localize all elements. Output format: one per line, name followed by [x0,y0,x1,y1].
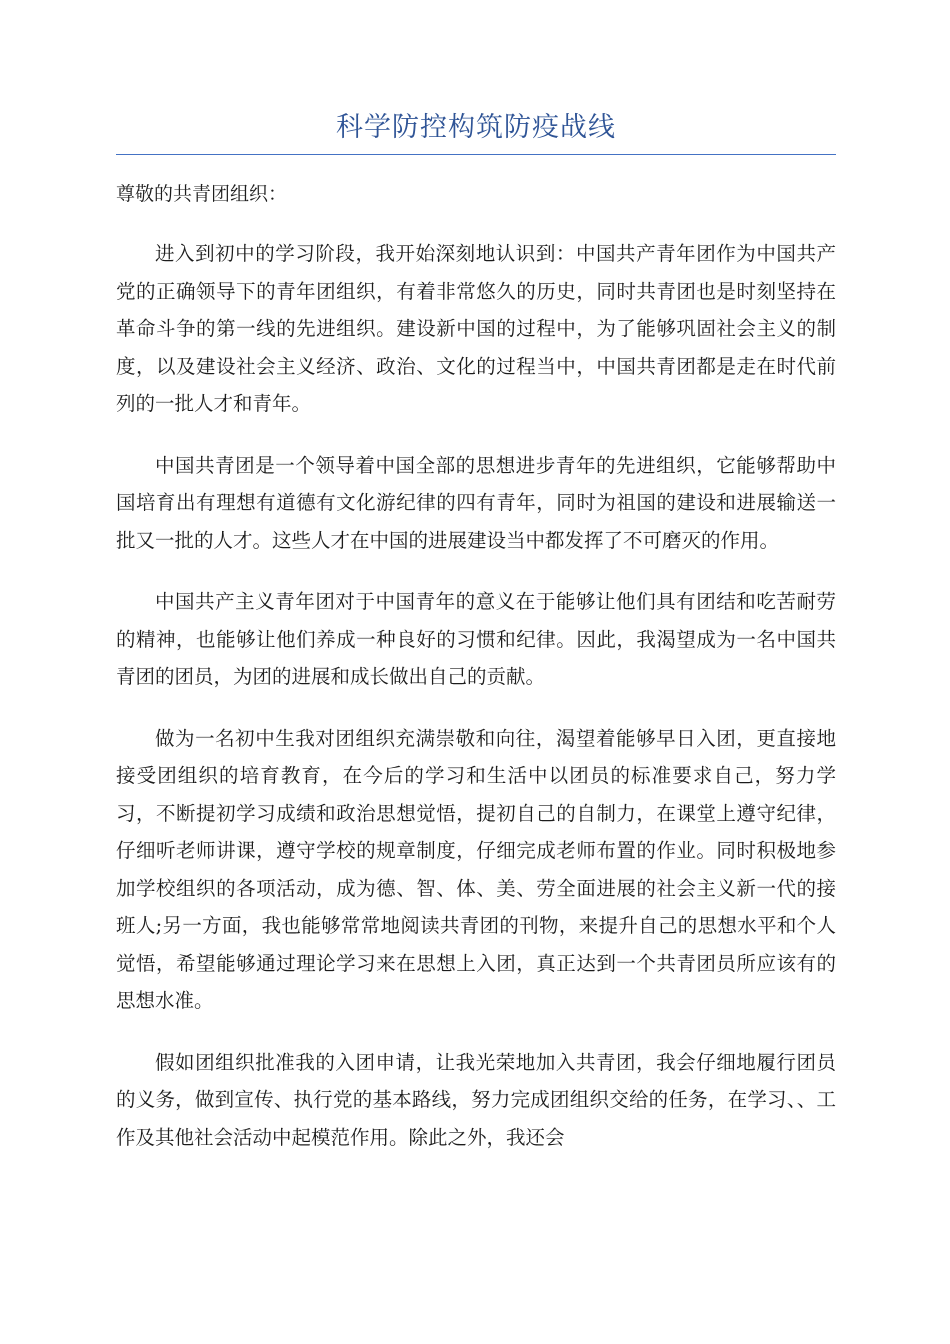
paragraph-4: 做为一名初中生我对团组织充满崇敬和向往，渴望着能够早日入团，更直接地接受团组织的培育教育，在今后的学习和生活中以团员的标准要求自己，努力学习，不断提初学习成绩和政治思想觉悟，提初自己的自制力，在课堂上遵守纪律，仔细听老师讲课，遵守学校的规章制度，仔细完成老师布置的作业。同时积极地参加学校组织的各项活动，成为德、智、体、美、劳全面进展的社会主义新一代的接班人;另一方面，我也能够常常地阅读共青团的刊物，来提升自己的思想水平和个人觉悟，希望能够通过理论学习来在思想上入团，真正达到一个共青团员所应该有的思想水准。 [116,726,836,1012]
paragraph-3: 中国共产主义青年团对于中国青年的意义在于能够让他们具有团结和吃苦耐劳的精神，也能够让他们养成一种良好的习惯和纪律。因此，我渴望成为一名中国共青团的团员，为团的进展和成长做出自己的贡献。 [116,590,836,688]
paragraph-1: 进入到初中的学习阶段，我开始深刻地认识到：中国共产青年团作为中国共产党的正确领导下的青年团组织，有着非常悠久的历史，同时共青团也是时刻坚持在革命斗争的第一线的先进组织。建设新中国的过程中，为了能够巩固社会主义的制度，以及建设社会主义经济、政治、文化的过程当中，中国共青团都是走在时代前列的一批人才和青年。 [116,242,836,415]
document-title: 科学防控构筑防疫战线 [336,112,616,143]
title-underline [116,154,836,155]
salutation: 尊敬的共青团组织： [116,183,288,205]
paragraph-2: 中国共青团是一个领导着中国全部的思想进步青年的先进组织，它能够帮助中国培育出有理想有道德有文化游纪律的四有青年，同时为祖国的建设和进展输送一批又一批的人才。这些人才在中国的进展建设当中都发挥了不可磨灭的作用。 [116,453,836,552]
document-page [116,108,836,1156]
paragraph-5: 假如团组织批准我的入团申请，让我光荣地加入共青团，我会仔细地履行团员的义务，做到宣传、执行党的基本路线，努力完成团组织交给的任务，在学习、、工作及其他社会活动中起模范作用。除此之外，我还会 [116,1050,836,1149]
